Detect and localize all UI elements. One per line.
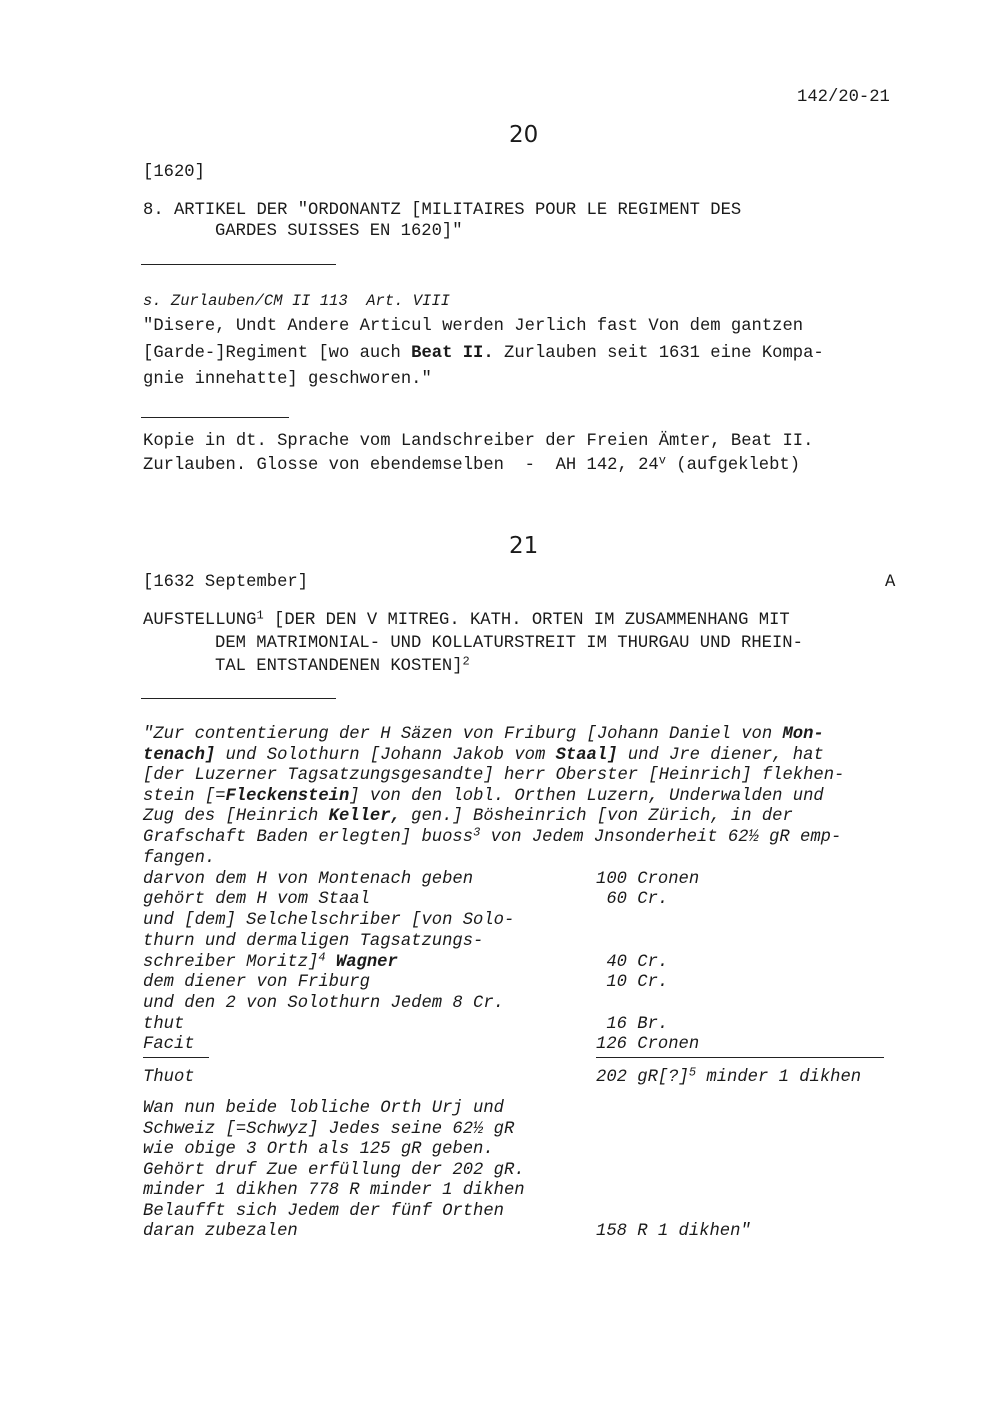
final-line: Gehört druf Zue erfüllung der 202 gR. xyxy=(143,1161,525,1180)
ledger-left-wagner: schreiber Moritz]$^4$ Wagner xyxy=(143,950,398,972)
body-line5: Zug des [Heinrich Keller, gen.] Bösheinrich [von Zürich, in der xyxy=(143,807,793,826)
body-line2: tenach] und Solothurn [Johann Jakob vom Staal] und Jre diener, hat xyxy=(143,746,824,765)
ledger-left: darvon dem H von Montenach geben xyxy=(143,870,474,889)
ledger-right: 40 Cr. xyxy=(596,953,669,972)
body-line4: stein [=Fleckenstein] von den lobl. Orthen Luzern, Underwalden und xyxy=(143,787,824,806)
quote-line3: gnie innehatte] geschworen." xyxy=(143,370,432,389)
page-reference: 142/20-21 xyxy=(797,88,890,107)
body-line7: fangen. xyxy=(143,849,216,868)
document-date-20: [1620] xyxy=(143,163,205,182)
name-beat-ii: Beat II. xyxy=(411,344,494,363)
ledger-left: dem diener von Friburg xyxy=(143,973,370,992)
final-line: minder 1 dikhen 778 R minder 1 dikhen xyxy=(143,1181,525,1200)
divider xyxy=(141,417,289,418)
final-line: Schweiz [=Schwyz] Jedes seine 62½ gR xyxy=(143,1120,515,1139)
ledger-left: thut xyxy=(143,1015,185,1034)
document-marker: A xyxy=(885,573,896,592)
quote-line2: [Garde-]Regiment [wo auch Beat II. Zurlauben seit 1631 eine Kompa- xyxy=(143,344,824,363)
document-number-20: 20 xyxy=(509,122,539,148)
ledger-left: thurn und dermaligen Tagsatzungs- xyxy=(143,932,484,951)
ledger-left: gehört dem H vom Staal xyxy=(143,890,370,909)
final-line: Belaufft sich Jedem der fünf Orthen xyxy=(143,1202,504,1221)
divider xyxy=(141,698,336,699)
quote-line1: "Disere, Undt Andere Articul werden Jerlich fast Von dem gantzen xyxy=(143,317,804,336)
ledger-left-facit: Facit xyxy=(143,1035,195,1054)
ledger-right: 16 Br. xyxy=(596,1015,669,1034)
body-line6: Grafschaft Baden erlegten] buoss$^3$ von Jedem Jnsonderheit 62½ gR emp- xyxy=(143,825,842,847)
document-title-21-line3: TAL ENTSTANDENEN KOSTEN]$^2$ xyxy=(215,654,470,676)
ledger-left: und den 2 von Solothurn Jedem 8 Cr. xyxy=(143,994,504,1013)
ledger-right: 10 Cr. xyxy=(596,973,669,992)
document-title-20-line1: 8. ARTIKEL DER "ORDONANTZ [MILITAIRES POUR LE REGIMENT DES xyxy=(143,201,742,220)
final-line: Wan nun beide lobliche Orth Urj und xyxy=(143,1099,504,1118)
thuot-left: Thuot xyxy=(143,1068,195,1087)
reference-line: s. Zurlauben/CM II 113 Art. VIII xyxy=(143,292,450,310)
document-date-21: [1632 September] xyxy=(143,573,309,592)
source-line2: Zurlauben. Glosse von ebendemselben - AH 142, 24$^v$ (aufgeklebt) xyxy=(143,453,801,475)
body-line1: "Zur contentierung der H Säzen von Friburg [Johann Daniel von Mon- xyxy=(143,725,824,744)
thuot-right: 202 gR[?]$^5$ minder 1 dikhen xyxy=(596,1065,862,1087)
document-title-20-line2: GARDES SUISSES EN 1620]" xyxy=(215,222,463,241)
source-line1: Kopie in dt. Sprache vom Landschreiber der Freien Ämter, Beat II. xyxy=(143,432,814,451)
ledger-right: 60 Cr. xyxy=(596,890,669,909)
final-line: daran zubezalen xyxy=(143,1222,298,1241)
ledger-right-facit: 126 Cronen xyxy=(596,1035,700,1054)
ledger-right: 100 Cronen xyxy=(596,870,700,889)
document-title-21-line1: AUFSTELLUNG$^1$ [DER DEN V MITREG. KATH. ORTEN IM ZUSAMMENHANG MIT xyxy=(143,608,790,630)
divider xyxy=(143,1057,209,1058)
divider xyxy=(141,264,336,265)
final-amount: 158 R 1 dikhen" xyxy=(596,1222,751,1241)
final-line: wie obige 3 Orth als 125 gR geben. xyxy=(143,1140,494,1159)
divider xyxy=(596,1057,884,1058)
document-title-21-line2: DEM MATRIMONIAL- UND KOLLATURSTREIT IM THURGAU UND RHEIN- xyxy=(215,634,803,653)
body-line3: [der Luzerner Tagsatzungsgesandte] herr Oberster [Heinrich] flekhen- xyxy=(143,766,845,785)
ledger-left: und [dem] Selchelschriber [von Solo- xyxy=(143,911,515,930)
document-number-21: 21 xyxy=(509,533,539,559)
